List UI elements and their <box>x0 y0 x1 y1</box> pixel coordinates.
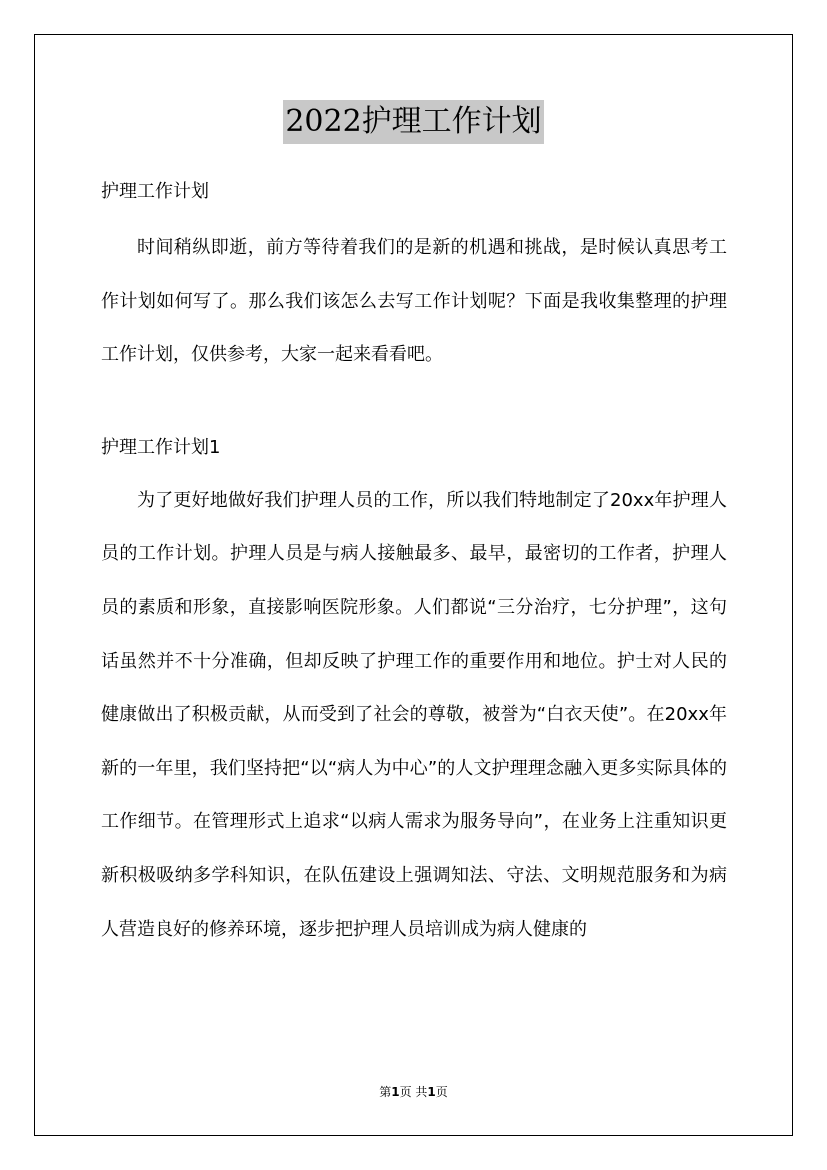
footer-page-current: 1 <box>391 1085 400 1099</box>
footer-page-prefix: 第 <box>379 1085 392 1099</box>
section1-heading: 护理工作计划1 <box>101 436 221 458</box>
footer-page-mid: 页 共 <box>399 1085 428 1099</box>
section1-paragraph: 为了更好地做好我们护理人员的工作，所以我们特地制定了20xx年护理人员的工作计划。护理人员是与病人接触最多、最早，最密切的工作者，护理人员的素质和形象，直接影响医院形象。人们都说“三分治疗，七分护理”，这句话虽然并不十分准确，但却反映了护理工作的重要作用和地位。护士对人民的健康做出了积极贡献，从而受到了社会的尊敬，被誉为“白衣天使”。在20xx年新的一年里，我们坚持把“以“病人为中心”的人文护理理念融入更多实际具体的工作细节。在管理形式上追求“以病人需求为服务导向”，在业务上注重知识更新积极吸纳多学科知识，在队伍建设上强调知法、守法、文明规范服务和为病人营造良好的修养环境，逐步把护理人员培训成为病人健康的 <box>101 489 727 940</box>
footer-page-total: 1 <box>427 1085 436 1099</box>
title-container <box>0 100 827 144</box>
intro-paragraph: 时间稍纵即逝，前方等待着我们的是新的机遇和挑战，是时候认真思考工作计划如何写了。那么我们该怎么去写工作计划呢？下面是我收集整理的护理工作计划，仅供参考，大家一起来看看吧。 <box>101 237 727 366</box>
page-footer <box>0 1083 827 1100</box>
paragraph-gap <box>101 382 727 424</box>
footer-page-suffix: 页 <box>435 1085 448 1099</box>
intro-heading: 护理工作计划 <box>101 181 209 202</box>
document-title: 2022护理工作计划 <box>283 100 543 144</box>
document-body <box>101 168 727 956</box>
